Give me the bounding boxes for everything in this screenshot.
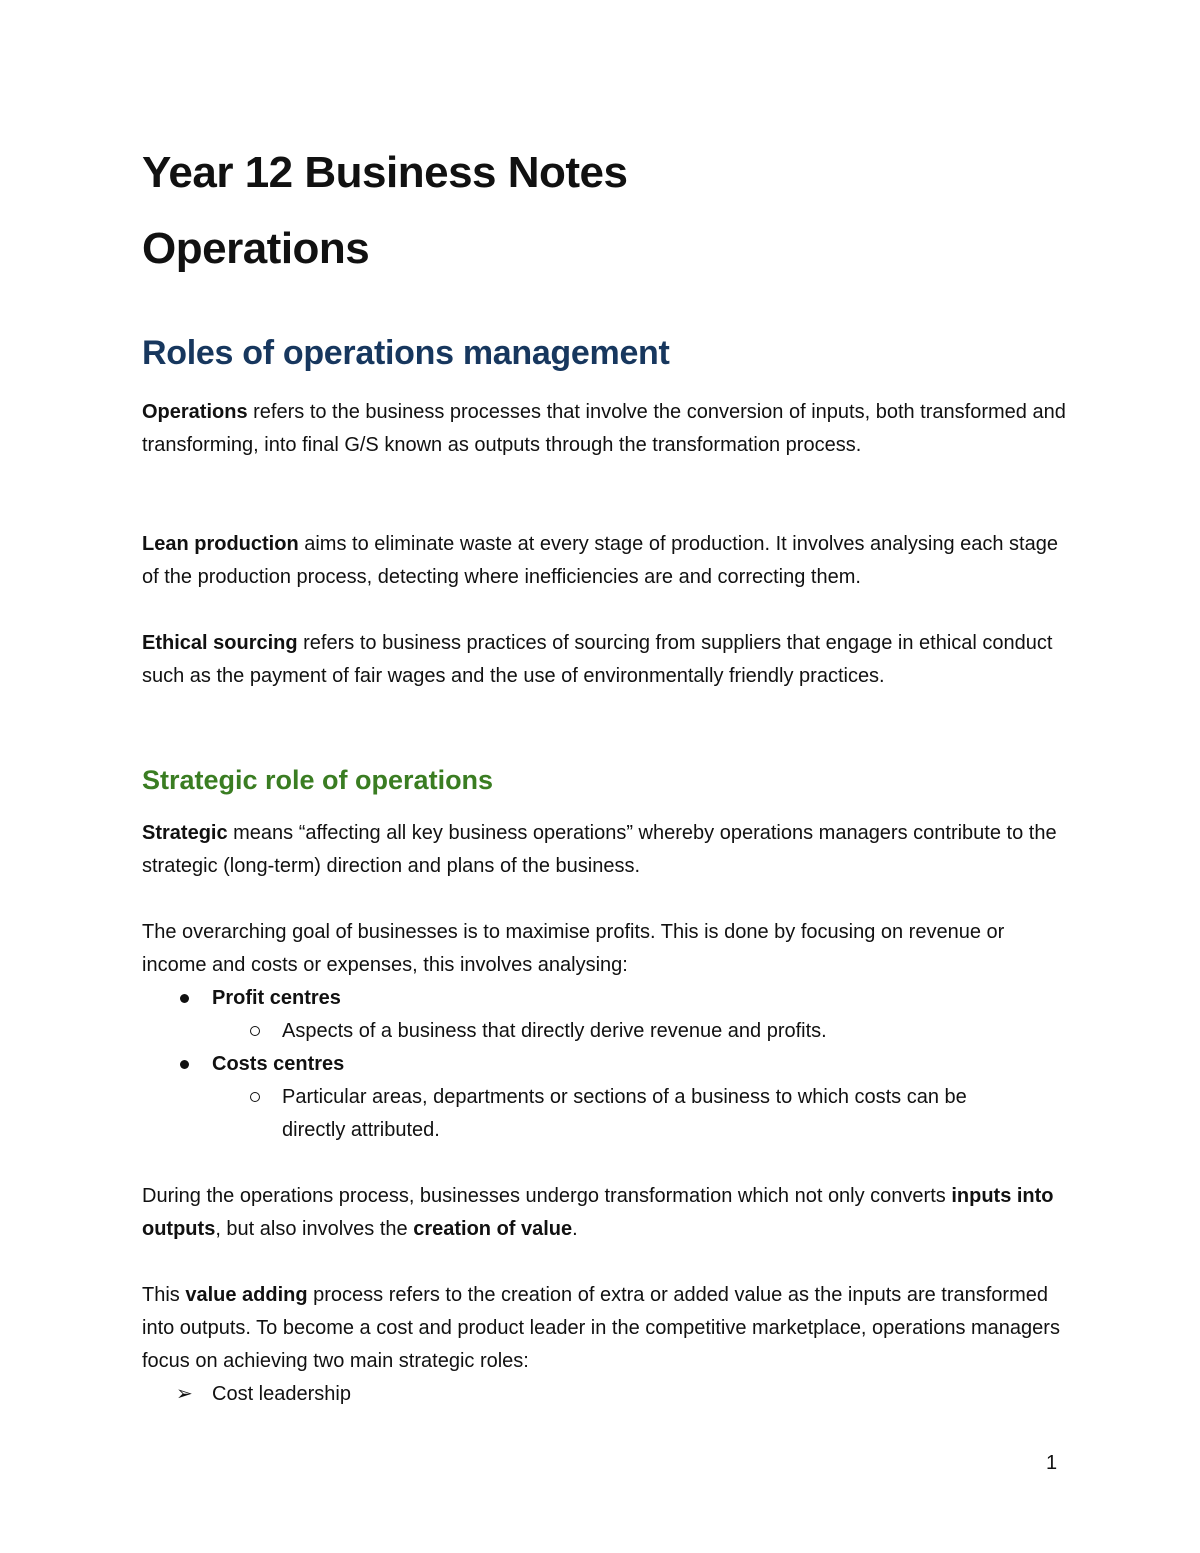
list-item-label: Costs centres: [212, 1053, 345, 1075]
paragraph-ethical-sourcing-text: refers to business practices of sourcing from suppliers that engage in ethical conduct such as the payment of fair wages and the use of environmentally friendly practices.: [142, 632, 1053, 687]
sub-list-item-text: Aspects of a business that directly derive revenue and profits.: [282, 1020, 827, 1042]
paragraph-text: .: [572, 1218, 578, 1240]
list-item-label: Profit centres: [212, 987, 341, 1009]
arrow-bullet-icon: ➢: [176, 1383, 193, 1405]
bullet-circle-icon: [250, 1026, 260, 1036]
document-subtitle: Operations: [142, 224, 370, 273]
term-strategic: Strategic: [142, 822, 228, 844]
paragraph-operations-text: refers to the business processes that involve the conversion of inputs, both transformed and transforming, into final G/S known as outputs through the transformation process.: [142, 401, 1066, 456]
term-creation-of-value: creation of value: [413, 1218, 573, 1240]
paragraph-lean-production: [142, 528, 1067, 594]
list-item-profit-centres: [212, 982, 341, 1015]
bullet-dot-icon: [180, 994, 189, 1003]
paragraph-strategic: [142, 817, 1067, 883]
paragraph-text: , but also involves the: [215, 1218, 414, 1240]
paragraph-overarching-goal: The overarching goal of businesses is to maximise profits. This is done by focusing on revenue or income and costs or expenses, this involves analysing:: [142, 921, 1005, 976]
paragraph-ethical-sourcing: [142, 627, 1067, 693]
paragraph-strategic-text: means “affecting all key business operations” whereby operations managers contribute to the strategic (long-term) direction and plans of the business.: [142, 822, 1057, 877]
term-lean-production: Lean production: [142, 533, 299, 555]
list-item-costs-centres: [212, 1048, 344, 1081]
list-item-cost-leadership: [176, 1378, 351, 1411]
term-ethical-sourcing: Ethical sourcing: [142, 632, 298, 654]
bullet-circle-icon: [250, 1092, 260, 1102]
sub-list-item-text-line1: Particular areas, departments or sections of a business to which costs can be: [282, 1086, 967, 1108]
sub-list-item-costs-centres: [282, 1081, 967, 1114]
paragraph-value-adding: [142, 1279, 1067, 1378]
term-operations: Operations: [142, 401, 248, 423]
sub-list-item-text-line2: directly attributed.: [282, 1119, 440, 1141]
bullet-dot-icon: [180, 1060, 189, 1069]
document-title: Year 12 Business Notes: [142, 148, 628, 197]
list-item-label: Cost leadership: [212, 1383, 351, 1405]
section-heading-strategic: Strategic role of operations: [142, 765, 494, 795]
paragraph-text: process refers to the creation of extra or added value as the inputs are transformed into outputs. To become a cost and product leader in the competitive marketplace, operations managers focus on achieving two main strategic roles:: [142, 1284, 1060, 1372]
paragraph-lean-production-text: aims to eliminate waste at every stage of production. It involves analysing each stage of the production process, detecting where inefficiencies are and correcting them.: [142, 533, 1058, 588]
term-value-adding: value adding: [185, 1284, 308, 1306]
paragraph-text: This: [142, 1284, 186, 1306]
paragraph-text: During the operations process, businesses undergo transformation which not only converts: [142, 1185, 952, 1207]
term-inputs-into-outputs: inputs into outputs: [142, 1185, 1054, 1240]
sub-list-item-costs-centres-cont: [282, 1114, 440, 1147]
paragraph-operations: [142, 396, 1067, 462]
page-number: 1: [1046, 1452, 1058, 1474]
sub-list-item-profit-centres: [282, 1015, 827, 1048]
section-heading-roles: Roles of operations management: [142, 334, 670, 372]
paragraph-operations-process: [142, 1180, 1067, 1246]
